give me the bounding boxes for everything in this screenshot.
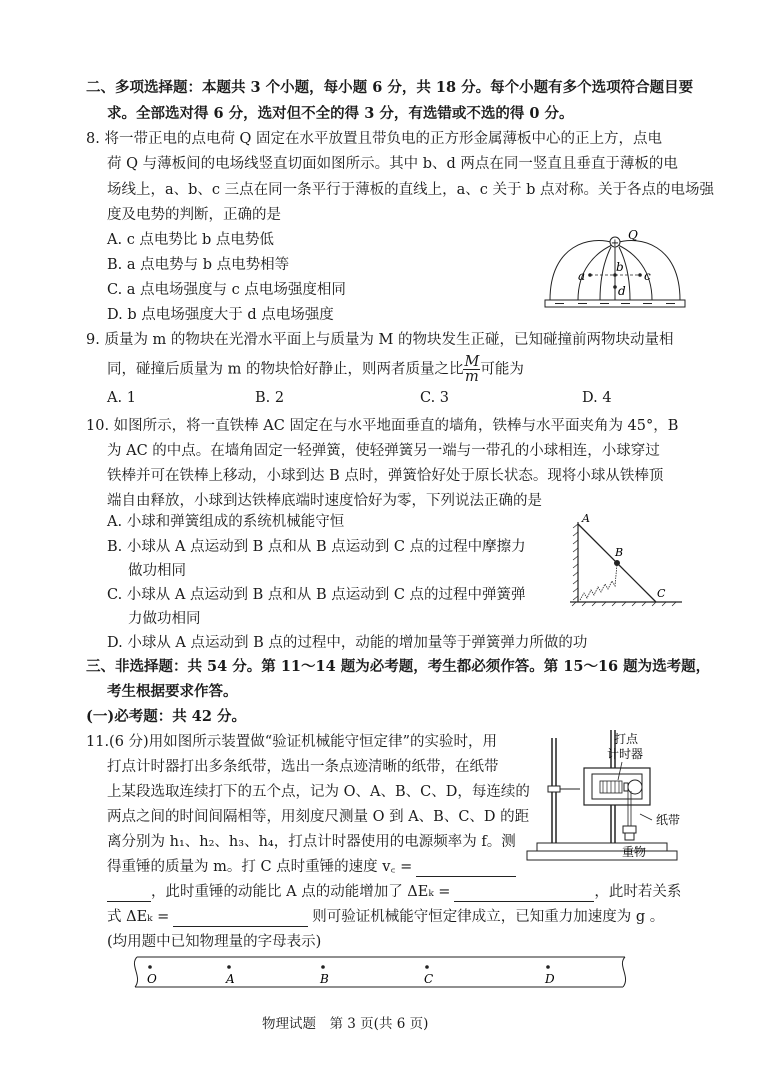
q10-fig-label-c: C <box>657 587 666 600</box>
q11-fig-tape-label: 纸带 <box>656 813 681 827</box>
q11-paper-tape <box>125 955 635 995</box>
q9-option-d: D. 4 <box>582 390 612 406</box>
q8-fig-label-c: c <box>644 269 651 283</box>
q9-mass-ratio <box>463 355 480 384</box>
q11-stem-line8-end: 则可验证机械能守恒定律成立，已知重力加速度为 g 。 <box>312 909 665 925</box>
q11-stem-note: (均用题中已知物理量的字母表示) <box>107 934 322 950</box>
q11-fig-timer-label1: 打点 <box>614 732 639 746</box>
q9-frac-numerator: M <box>464 354 480 370</box>
q8-fig-label-d: d <box>618 284 626 298</box>
answer-blank-vc-cont[interactable] <box>107 885 151 902</box>
tape-dot-o <box>148 965 152 969</box>
q10-stem-line1: 10. 如图所示，将一直铁棒 AC 固定在与水平地面垂直的墙角，铁棒与水平面夹角为 45°，B <box>86 418 679 434</box>
q11-stem-line3: 上某段选取连续打下的五个点，记为 O、A、B、C、D，每连续的 <box>107 784 530 800</box>
answer-blank-delta-ek[interactable] <box>454 885 594 902</box>
q8-stem-line4: 度及电势的判断，正确的是 <box>107 207 281 223</box>
q11-fig-timer-label2: 计时器 <box>607 747 644 761</box>
q9-option-a: A. 1 <box>107 390 136 406</box>
q11-stem-line4: 两点之间的时间间隔相等，用刻度尺测量 O 到 A、B、C、D 的距 <box>107 809 530 825</box>
tape-points <box>147 965 555 986</box>
q9-option-b: B. 2 <box>255 390 285 406</box>
tape-dot-d <box>546 965 550 969</box>
q8-option-d: D. b 点电场强度大于 d 点电场强度 <box>107 307 334 323</box>
q9-stem-line2 <box>107 355 524 384</box>
section3-heading-line1: 三、非选择题：共 54 分。第 11～14 题为必考题，考生都必须作答。第 15～16 题为选考题， <box>86 658 711 675</box>
q8-fig-label-a: a <box>578 269 586 283</box>
q11-stem-line7-start: ，此时重锤的动能比 A 点的动能增加了 ΔEₖ = <box>151 884 451 900</box>
q8-stem-line1: 8. 将一带正电的点电荷 Q 固定在水平放置且带负电的正方形金属薄板中心的正上方，点电 <box>86 131 663 147</box>
q11-stem-line6 <box>107 857 516 877</box>
q10-stem-line4: 端自由释放，小球到达铁棒底端时速度恰好为零，下列说法正确的是 <box>107 493 542 509</box>
tape-dot-a <box>227 965 231 969</box>
section2-heading-line2: 求。全部选对得 6 分，选对但不全的得 3 分，有选错或不选的得 0 分。 <box>107 105 574 122</box>
q11-stem-line8 <box>107 907 664 927</box>
q11-fig-weight-label: 重物 <box>622 845 647 859</box>
q11-stem-line1: 11.(6 分)用如图所示装置做“验证机械能守恒定律”的实验时，用 <box>86 734 498 750</box>
q10-stem-line2: 为 AC 的中点。在墙角固定一轻弹簧，使轻弹簧另一端与一带孔的小球相连，小球穿过 <box>107 443 660 459</box>
q8-option-a: A. c 点电势比 b 点电势低 <box>107 232 274 248</box>
answer-blank-vc[interactable] <box>416 860 516 877</box>
q8-stem-line3: 场线上，a、b、c 三点在同一条平行于薄板的直线上，a、c 关于 b 点对称。关于各点的电场强 <box>107 182 715 198</box>
q11-stem-line7 <box>107 882 681 902</box>
q11-stem-line6-text: 得重锤的质量为 m。打 C 点时重锤的速度 v꜀ = <box>107 859 413 875</box>
q10-fig-label-a: A <box>582 512 590 525</box>
q11-stem-line2: 打点计时器打出多条纸带，选出一条点迹清晰的纸带，在纸带 <box>107 759 499 775</box>
q9-stem-line2-end: 可能为 <box>480 361 524 378</box>
q10-option-a: A. 小球和弹簧组成的系统机械能守恒 <box>107 514 345 530</box>
q8-fig-label-b: b <box>616 260 624 274</box>
q8-fig-plus: + <box>610 238 620 249</box>
tape-label-o: O <box>147 972 157 986</box>
tape-label-a: A <box>226 972 235 986</box>
subsection-required: (一)必考题：共 42 分。 <box>86 708 246 725</box>
section2-heading-line1: 二、多项选择题：本题共 3 个小题，每小题 6 分，共 18 分。每个小题有多个选项符合题目要 <box>86 79 694 96</box>
answer-blank-relation[interactable] <box>173 910 308 927</box>
q8-option-b: B. a 点电势与 b 点电势相等 <box>107 257 290 273</box>
tape-label-d: D <box>545 972 555 986</box>
q8-option-c: C. a 点电场强度与 c 点电场强度相同 <box>107 282 346 298</box>
q10-option-d: D. 小球从 A 点运动到 B 点的过程中，动能的增加量等于弹簧弹力所做的功 <box>107 635 588 651</box>
q8-stem-line2: 荷 Q 与薄板间的电场线竖直切面如图所示。其中 b、d 两点在同一竖直且垂直于薄板的电 <box>107 156 678 172</box>
q11-stem-line8-start: 式 ΔEₖ = <box>107 909 170 925</box>
q11-stem-line7-end: ，此时若关系 <box>594 884 682 900</box>
section3-heading-line2: 考生根据要求作答。 <box>107 683 238 700</box>
q10-fig-label-b: B <box>615 546 624 559</box>
q10-stem-line3: 铁棒并可在铁棒上移动，小球到达 B 点时，弹簧恰好处于原长状态。现将小球从铁棒顶 <box>107 468 664 484</box>
q8-field-diagram <box>540 225 690 315</box>
tape-label-b: B <box>320 972 329 986</box>
q8-fig-label-q: Q <box>628 228 638 242</box>
q9-frac-denominator: m <box>465 369 479 385</box>
page-footer: 物理试题 第 3 页(共 6 页) <box>262 1016 429 1032</box>
q10-option-b-line2: 做功相同 <box>128 563 186 579</box>
q10-option-c-line1: C. 小球从 A 点运动到 B 点和从 B 点运动到 C 点的过程中弹簧弹 <box>107 587 526 603</box>
tape-dot-c <box>425 965 429 969</box>
q9-option-c: C. 3 <box>420 390 450 406</box>
q9-stem-line1: 9. 质量为 m 的物块在光滑水平面上与质量为 M 的物块发生正碰，已知碰撞前两物块动量相 <box>86 332 674 348</box>
q11-apparatus-diagram <box>522 728 722 873</box>
tape-label-c: C <box>424 972 434 986</box>
q10-rod-diagram <box>560 512 690 608</box>
q9-stem-line2-start: 同，碰撞后质量为 m 的物块恰好静止，则两者质量之比 <box>107 361 464 378</box>
tape-dot-b <box>321 965 325 969</box>
q10-option-c-line2: 力做功相同 <box>128 611 201 627</box>
q11-stem-line5: 离分别为 h₁、h₂、h₃、h₄，打点计时器使用的电源频率为 f。测 <box>107 834 516 850</box>
q10-option-b-line1: B. 小球从 A 点运动到 B 点和从 B 点运动到 C 点的过程中摩擦力 <box>107 539 526 555</box>
